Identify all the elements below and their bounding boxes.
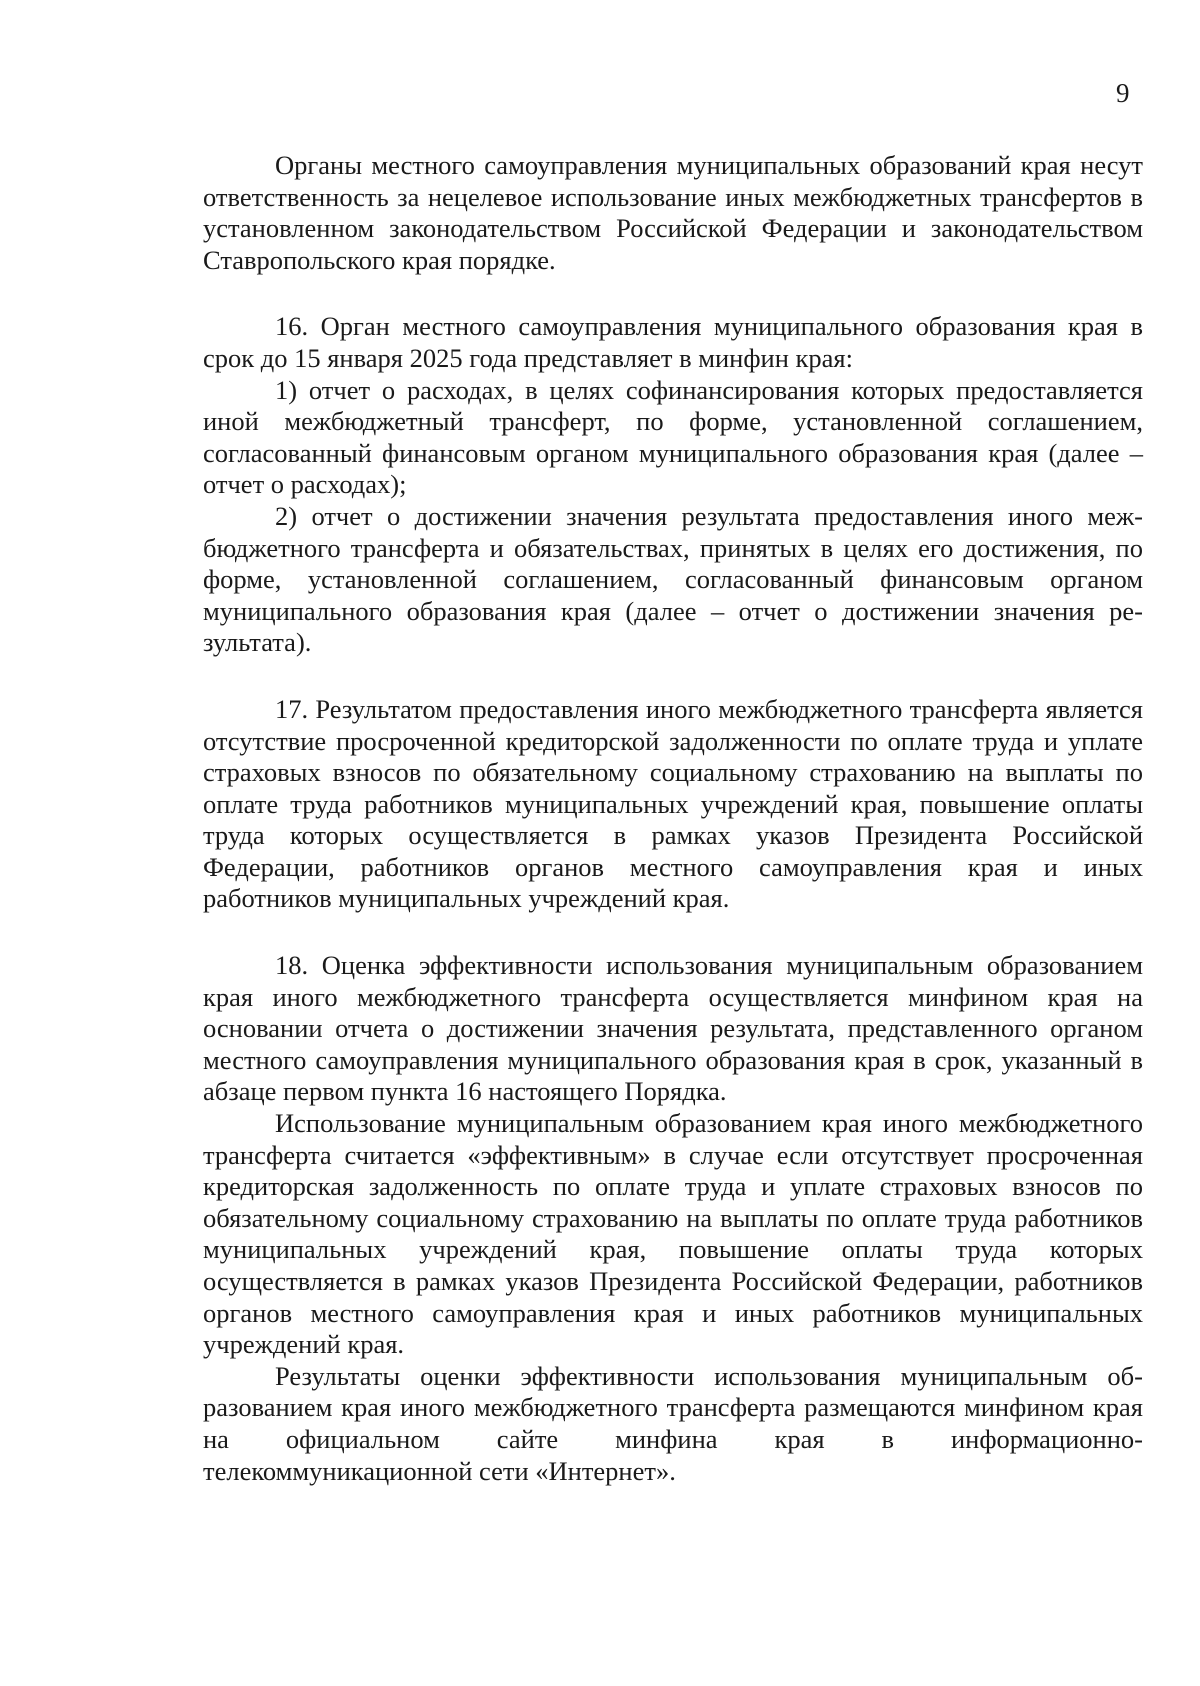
paragraph-18-results-end: телекоммуникационной сети «Интернет». (203, 1455, 676, 1486)
paragraph-responsibility: Органы местного самоуправления муниципальных образований края несут ответственность за нецелевое использование иных межбюджетных трансфертов в установленном законодательством Российской Федерации и законодательством Ставропольского края порядке. (203, 150, 1143, 275)
paragraph-18-efficiency: Использование муниципальным образованием края иного межбюджетного трансферта считается «эффективным» в случае если отсутствует просроченная кредиторская задолженность по оплате труда и уплате страховых взносов по обязательному социальному страхованию на выплаты по оплате труда работников муниципальных учреждений края, повышение оплаты труда которых осуществляется в рамках указов Президента Российской Федерации, работников органов местного самоуправления края и иных работников муниципальных учреждений края. (203, 1108, 1143, 1360)
paragraph-18-results: Результаты оценки эффективности использования муниципальным образованием края иного межбюджетного трансферта размещаются минфином края на официальном сайте минфина края в информационно- (203, 1360, 1143, 1454)
paragraph-17: 17. Результатом предоставления иного межбюджетного трансферта является отсутствие просроченной кредиторской задолженности по оплате труда и уплате страховых взносов по обязательному социальному страхованию на выплаты по оплате труда работников муниципальных учреждений края, повышение оплаты труда которых осуществляется в рамках указов Президента Российской Федерации, работников органов местного самоуправления края и иных работников муниципальных учреждений края. (203, 693, 1143, 914)
section-gap (203, 659, 1143, 694)
document-body (203, 150, 1143, 1487)
paragraph-18: 18. Оценка эффективности использования муниципальным образованием края иного межбюджетного трансферта осуществляется минфином края на основании отчета о достижении значения результата, представленного органом местного самоуправления муниципального образования края в срок, указанный в абзаце первом пункта 16 настоящего Порядка. (203, 950, 1143, 1107)
paragraph-16-item-1: 1) отчет о расходах, в целях софинансирования которых предоставляется иной межбюджетный трансферт, по форме, установленной соглашением, согласованный финансовым органом муниципального образования края (далее – отчет о расходах); (203, 374, 1143, 500)
paragraph-16-intro: 16. Орган местного самоуправления муниципального образования края в срок до 15 января 2025 года представляет в минфин края: (203, 311, 1143, 373)
page-number: 9 (1116, 78, 1130, 108)
paragraph-16-item-2: 2) отчет о достижении значения результата предоставления иного межбюджетного трансферта и обязательствах, принятых в целях его достижения, по форме, установленной соглашением, согласованный финансовым органом муниципального образования края (далее – отчет о достижении значения результата). (203, 500, 1143, 658)
section-gap (203, 915, 1143, 950)
section-gap (203, 276, 1143, 311)
